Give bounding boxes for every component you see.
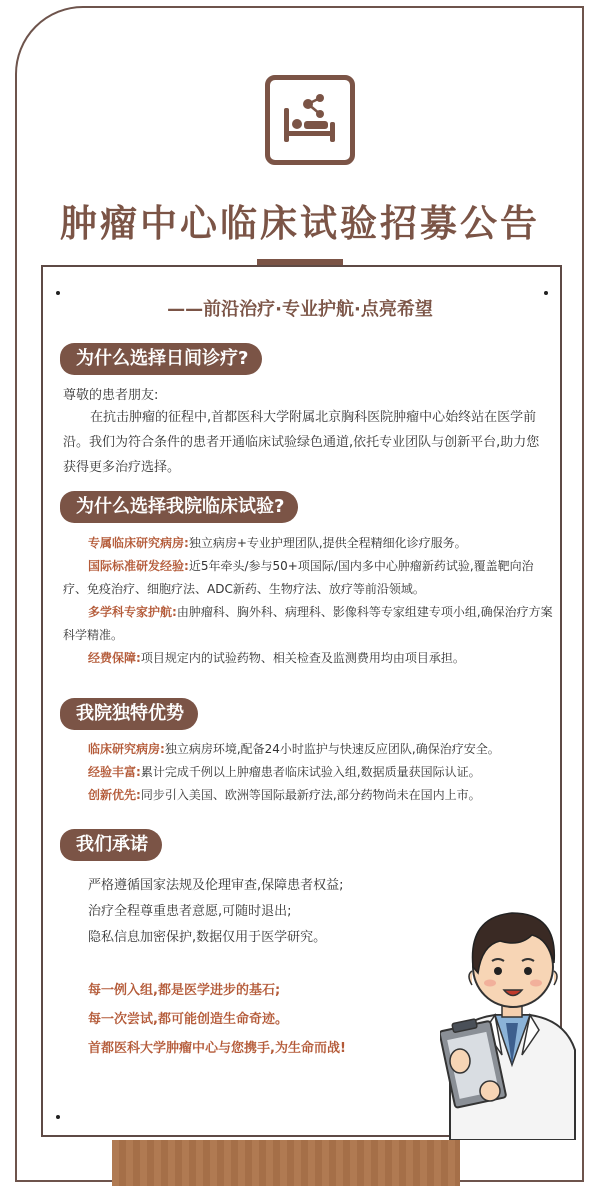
list-item-label: 经验丰富: [88, 765, 141, 779]
section-heading-advantages: 我院独特优势 [60, 698, 198, 730]
list-item-text: 独立病房环境,配备24小时监护与快速反应团队,确保治疗安全。 [164, 742, 500, 756]
closing-line: 每一次尝试,都可能创造生命奇迹。 [88, 1012, 288, 1027]
page-title: 肿瘤中心临床试验招募公告 [60, 202, 540, 245]
promise-line: 隐私信息加密保护,数据仅用于医学研究。 [88, 930, 327, 945]
list-item-text: 由肿瘤科、胸外科、病理科、影像科等专家组建专项小组,确保治疗方案科学精准。 [63, 605, 553, 642]
list-item-label: 专属临床研究病房: [88, 536, 189, 550]
promise-list [88, 873, 344, 951]
hospital-bed-icon [265, 75, 355, 165]
list-item [63, 532, 553, 555]
list-item [63, 647, 553, 670]
list-item-label: 国际标准研发经验: [88, 559, 189, 573]
list-item-text: 累计完成千例以上肿瘤患者临床试验入组,数据质量获国际认证。 [140, 765, 481, 779]
promise-line: 严格遵循国家法规及伦理审查,保障患者权益; [88, 878, 344, 893]
board-pin [56, 1115, 60, 1119]
list-item-text: 项目规定内的试验药物、相关检查及监测费用均由项目承担。 [140, 651, 465, 665]
list-item-text: 同步引入美国、欧洲等国际最新疗法,部分药物尚未在国内上市。 [140, 788, 481, 802]
list-item-label: 临床研究病房: [88, 742, 165, 756]
list-item [63, 601, 553, 647]
list-item-text: 近5年牵头/参与50+项国际/国内多中心肿瘤新药试验,覆盖靶向治疗、免疫治疗、细胞疗法、ADC新药、生物疗法、放疗等前沿领域。 [63, 559, 534, 596]
doctor-clipboard-illustration [440, 895, 580, 1140]
wooden-floor [112, 1140, 460, 1186]
section-heading-our-trials: 为什么选择我院临床试验? [60, 491, 298, 523]
intro-paragraph: 在抗击肿瘤的征程中,首都医科大学附属北京胸科医院肿瘤中心始终站在医学前沿。我们为符合条件的患者开通临床试验绿色通道,依托专业团队与创新平台,助力您获得更多治疗选择。 [63, 410, 540, 475]
subtitle: ——前沿治疗·专业护航·点亮希望 [167, 299, 433, 320]
list-item-text: 独立病房+专业护理团队,提供全程精细化诊疗服务。 [188, 536, 467, 550]
trial-reasons-list [63, 532, 553, 670]
list-item [63, 555, 553, 601]
list-item [88, 761, 553, 784]
promise-line: 治疗全程尊重患者意愿,可随时退出; [88, 904, 292, 919]
closing-slogan [88, 976, 346, 1063]
section-heading-promise: 我们承诺 [60, 829, 162, 861]
list-item-label: 多学科专家护航: [88, 605, 177, 619]
greeting: 尊敬的患者朋友: [63, 388, 159, 403]
closing-line: 首都医科大学肿瘤中心与您携手,为生命而战! [88, 1041, 346, 1056]
list-item-label: 创新优先: [88, 788, 141, 802]
section-heading-day-treatment: 为什么选择日间诊疗? [60, 343, 262, 375]
list-item [88, 738, 553, 761]
list-item-label: 经费保障: [88, 651, 141, 665]
advantages-list [88, 738, 553, 807]
closing-line: 每一例入组,都是医学进步的基石; [88, 983, 281, 998]
list-item [88, 784, 553, 807]
